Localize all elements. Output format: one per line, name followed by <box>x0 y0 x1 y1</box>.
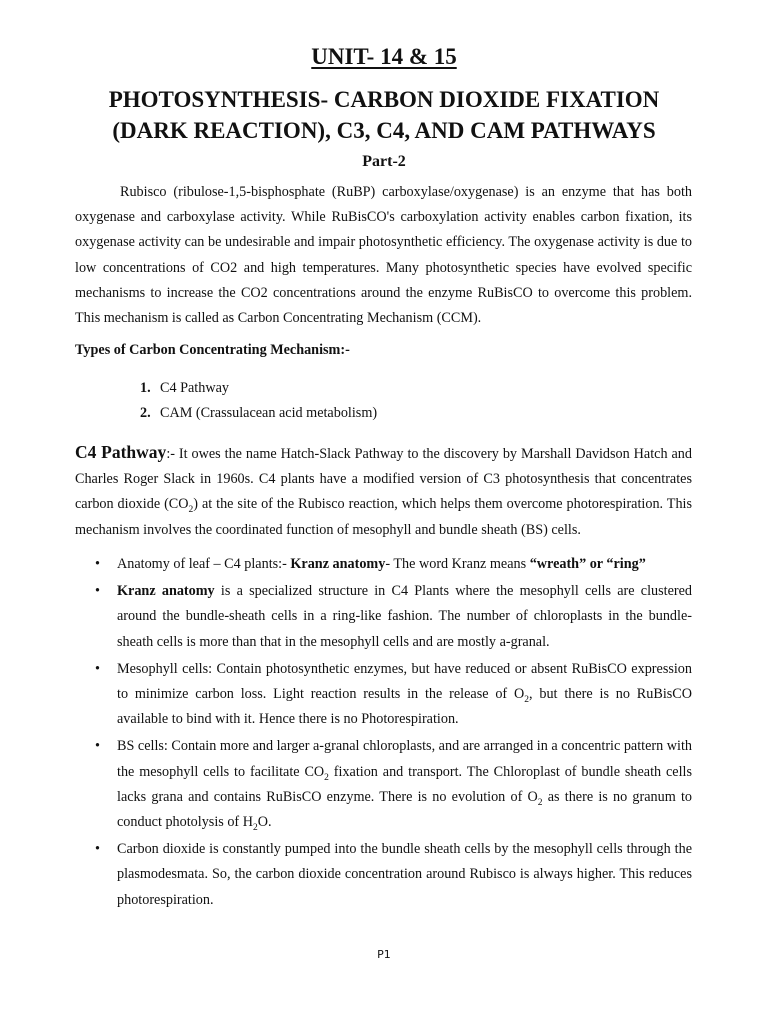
subscript: 2 <box>537 797 543 808</box>
list-item-number: 1. <box>140 380 151 396</box>
bullet-icon: • <box>95 660 100 677</box>
part-label: Part-2 <box>362 153 406 170</box>
intro-paragraph: Rubisco (ribulose-1,5-bisphosphate (RuBP) carboxylase/oxygenase) is an enzyme that has both oxygenase and carboxylase activity. While RuBisCO's carboxylation activity enables carbon fixation, its oxygenase activity can be undesirable and impair photosynthetic efficiency. The oxygenase activity is due to low concentrations of CO2 and high temperatures. Many photosynthetic species have evolved specific mechanisms to increase the CO2 concentrations around the enzyme RuBisCO to overcome this problem. This mechanism is called as Carbon Concentrating Mechanism (CCM). <box>75 184 692 327</box>
types-heading: Types of Carbon Concentrating Mechanism:- <box>75 342 350 358</box>
subscript: 2 <box>524 694 529 705</box>
bullet-item-mesophyll <box>95 657 692 733</box>
bullet-text: Carbon dioxide is constantly pumped into the bundle sheath cells by the mesophyll cells through the plasmodesmata. So, the carbon dioxide concentration around Rubisco is always higher. This reduces photorespiration. <box>117 841 692 908</box>
bullet-text: Mesophyll cells: Contain photosynthetic enzymes, but have reduced or absent RuBisCO expression to minimize carbon loss. Light reaction results in the release of O <box>117 660 692 703</box>
bullet-text: Anatomy of leaf – C4 plants:- <box>117 556 291 572</box>
page-number: P1 <box>377 948 391 961</box>
title-line-2: (DARK REACTION), C3, C4, AND CAM PATHWAYS <box>112 118 656 143</box>
subscript: 2 <box>252 822 258 833</box>
bullet-text: , but there is no RuBisCO available to bind with it. Hence there is no Photorespiration. <box>117 686 692 728</box>
c4-text-1: :- It owes the name Hatch-Slack Pathway to the discovery by Marshall Davidson Hatch and Charles Roger Slack in 1960s. C4 plants have a modified version of C3 photosynthesis that concentrates carbon dioxide (CO <box>75 446 692 513</box>
bullet-text: BS cells: Contain more and larger a-granal chloroplasts, and are arranged in a concentric pattern with the mesophyll cells to facilitate CO <box>117 738 692 780</box>
subscript: 2 <box>324 772 329 783</box>
c4-paragraph <box>75 440 692 543</box>
bullet-item-anatomy <box>95 552 692 577</box>
bullet-icon: • <box>95 583 100 600</box>
bullet-text: fixation and transport. The Chloroplast of bundle sheath cells lacks grana and contains RuBisCO enzyme. There is no evolution of O <box>117 763 692 805</box>
list-item-number: 2. <box>140 405 151 421</box>
bullet-text: as there is no granum to conduct photolysis of H <box>117 788 692 831</box>
list-item-label: CAM (Crassulacean acid metabolism) <box>160 405 378 421</box>
bullet-item-carbon-dioxide <box>95 837 692 913</box>
bullet-item-kranz <box>95 579 692 655</box>
bullet-icon: • <box>95 738 100 755</box>
list-item <box>140 377 377 402</box>
bullet-bold: Kranz anatomy <box>117 583 215 600</box>
subscript: 2 <box>188 505 194 516</box>
list-item <box>140 402 377 427</box>
bullet-bold: Kranz anatomy <box>290 556 386 572</box>
bullet-icon: • <box>95 841 100 858</box>
page-title <box>0 84 768 146</box>
bullet-list <box>95 552 692 915</box>
bullet-item-bs-cells <box>95 734 692 835</box>
unit-heading: UNIT- 14 & 15 <box>311 44 457 69</box>
bullet-text: - The word Kranz means <box>385 556 530 572</box>
bullet-icon: • <box>95 556 100 572</box>
c4-text-2: ) at the site of the Rubisco reaction, which helps them overcome photorespiration. This mechanism involves the coordinated function of mesophyll and bundle sheath (BS) cells. <box>75 496 693 538</box>
title-line-1: PHOTOSYNTHESIS- CARBON DIOXIDE FIXATION <box>108 87 660 112</box>
list-item-label: C4 Pathway <box>160 380 229 396</box>
types-list <box>140 377 377 427</box>
bullet-bold: “wreath” or “ring” <box>529 556 646 572</box>
bullet-text: O. <box>257 814 272 831</box>
c4-heading: C4 Pathway <box>75 442 167 462</box>
bullet-text: is a specialized structure in C4 Plants where the mesophyll cells are clustered around the bundle-sheath cells in a ring-like fashion. The number of chloroplasts in the bundle-sheath cells is more than that in the mesophyll cells and are mostly a-granal. <box>117 583 692 650</box>
